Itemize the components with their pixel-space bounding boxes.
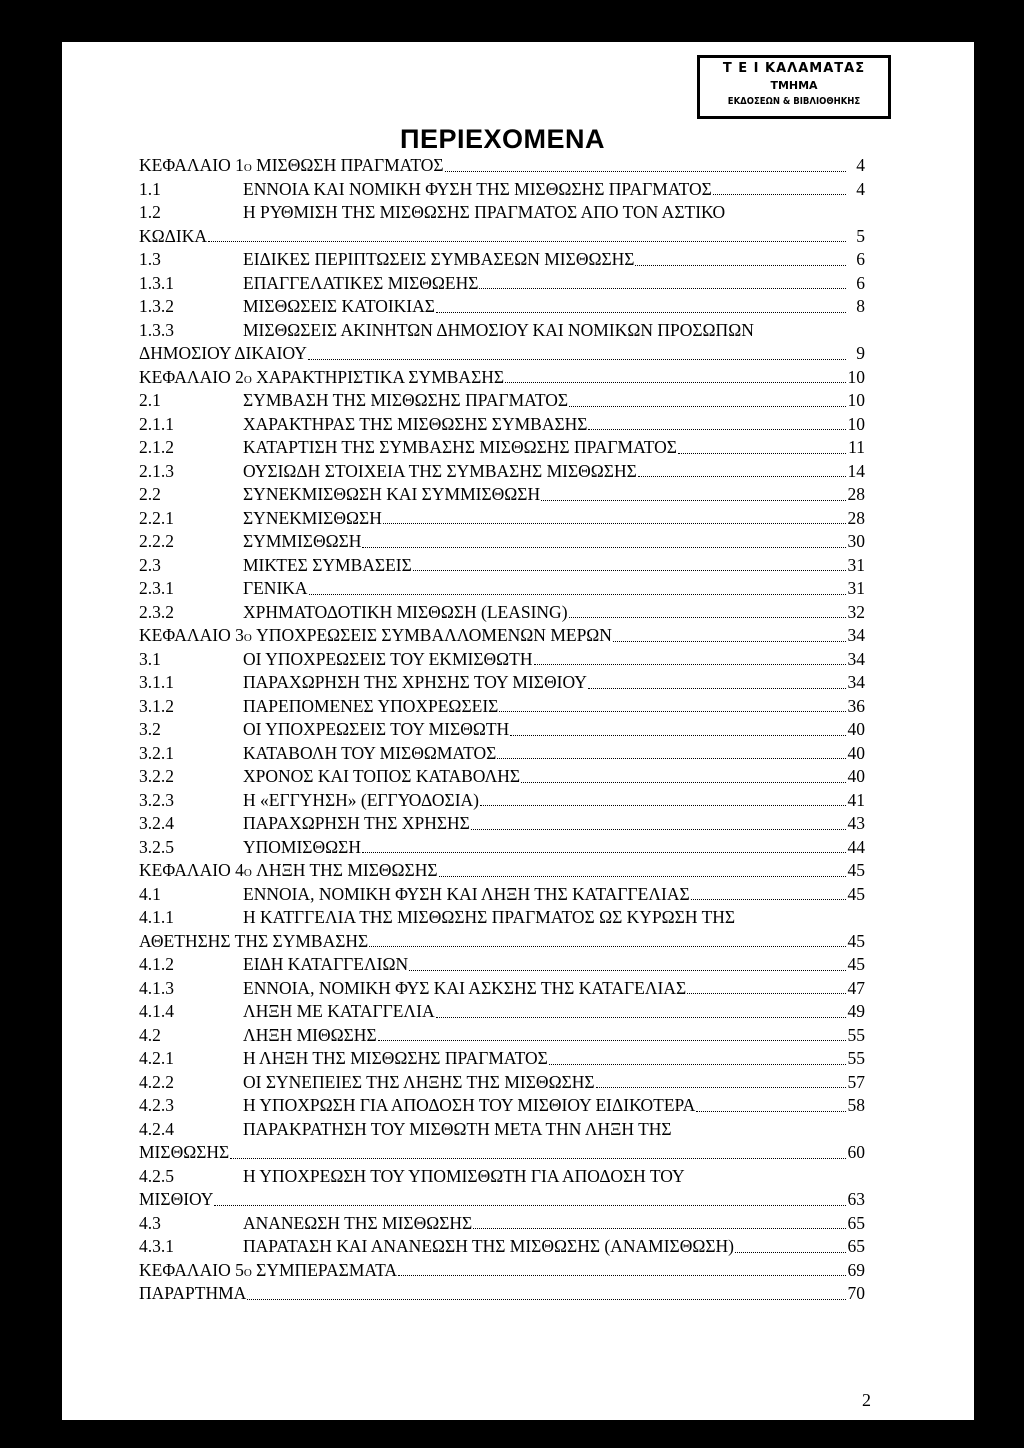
toc-page-number: 8 (856, 296, 865, 316)
toc-page-number: 55 (847, 1024, 865, 1045)
toc-entry-number: 2.2.1 (139, 507, 174, 528)
toc-entry-number: 2.1.1 (139, 413, 174, 434)
toc-entry-title: ΜΙΣΘΩΣΗ ΠΡΑΓΜΑΤΟΣ (256, 155, 444, 175)
toc-leader-dots (713, 193, 846, 195)
toc-leader-dots (569, 405, 846, 407)
toc-row[interactable] (139, 953, 865, 977)
toc-page-number: 4 (856, 155, 865, 175)
toc-page-number: 32 (847, 601, 865, 622)
toc-page-number: 6 (856, 272, 865, 293)
toc-entry-number: 1.3 (139, 249, 161, 269)
toc-entry-title: ΕΝΝΟΙΑ ΚΑΙ ΝΟΜΙΚΗ ΦΥΣΗ ΤΗΣ ΜΙΣΘΩΣΗΣ ΠΡΑΓΜΑΤΟΣ (243, 178, 712, 199)
toc-page-number: 14 (847, 460, 865, 481)
toc-chapter-row[interactable]: ΚΕΦΑΛΑΙΟ 4 Ο ΛΗΞΗ ΤΗΣ ΜΙΣΘΩΣΗΣ 45 (139, 859, 865, 883)
toc-entry-title: Η ΥΠΟΧΡΕΩΣΗ ΤΟΥ ΥΠΟΜΙΣΘΩΤΗ ΓΙΑ ΑΠΟΔΟΣΗ ΤΟΥ (243, 1165, 685, 1186)
toc-leader-dots (687, 992, 846, 994)
toc-entry-number: 3.2.5 (139, 836, 174, 857)
toc-page-number: 28 (847, 507, 865, 528)
toc-leader-dots (473, 1227, 846, 1229)
toc-entry-number: 3.2.4 (139, 813, 174, 833)
toc-entry-number: ΚΕΦΑΛΑΙΟ 4 (139, 860, 244, 880)
toc-entry-title: ΜΙΣΘΙΟΥ (139, 1189, 214, 1209)
toc-row[interactable] (139, 178, 865, 202)
toc-leader-dots (409, 969, 846, 971)
toc-entry-title: ΛΗΞΗ ΜΙΘΩΣΗΣ (243, 1024, 377, 1045)
toc-entry-number: 4.2.1 (139, 1048, 174, 1068)
toc-page-number: 9 (856, 343, 865, 363)
toc-entry-number: 2.1 (139, 390, 161, 410)
toc-page-number: 65 (847, 1212, 865, 1233)
toc-page-number: 45 (847, 930, 865, 951)
toc-row[interactable] (139, 1047, 865, 1071)
toc-page-number: 31 (847, 578, 865, 598)
toc-page-number: 55 (847, 1048, 865, 1068)
toc-page-number: 30 (847, 531, 865, 551)
scan-border-right (974, 0, 1024, 1448)
toc-entry-title: ΣΥΜΒΑΣΗ ΤΗΣ ΜΙΣΘΩΣΗΣ ΠΡΑΓΜΑΤΟΣ (243, 390, 569, 410)
toc-entry-number: 3.2.2 (139, 766, 174, 786)
toc-page-number: 34 (847, 672, 865, 692)
library-stamp (697, 55, 891, 119)
toc-entry-number: 2.1.3 (139, 460, 174, 481)
toc-page-number: 36 (847, 695, 865, 716)
toc-row[interactable] (139, 413, 865, 437)
toc-entry-number: ΚΕΦΑΛΑΙΟ 3 (139, 625, 244, 645)
toc-page-number: 28 (847, 484, 865, 504)
toc-leader-dots (309, 593, 846, 595)
toc-entry-number: 2.3 (139, 554, 161, 575)
scan-border-top (0, 0, 1024, 42)
toc-page-number: 47 (847, 977, 865, 998)
toc-leader-dots (308, 358, 846, 360)
toc-page-number: 10 (847, 413, 865, 434)
toc-page-number: 31 (847, 554, 865, 575)
toc-leader-dots (588, 428, 846, 430)
toc-row[interactable] (139, 436, 865, 460)
toc-entry-title: ΜΙΣΘΩΣΕΙΣ ΚΑΤΟΙΚΙΑΣ (243, 296, 435, 316)
toc-entry-title: ΧΑΡΑΚΤΗΡΑΣ ΤΗΣ ΜΙΣΘΩΣΗΣ ΣΥΜΒΑΣΗΣ (243, 413, 588, 434)
toc-row[interactable] (139, 460, 865, 484)
toc-entry-number: 4.2 (139, 1024, 161, 1045)
toc-row[interactable] (139, 225, 865, 249)
toc-row[interactable] (139, 530, 865, 554)
toc-entry-number: 1.3.3 (139, 319, 174, 340)
toc-entry-title: ΓΕΝΙΚΑ (243, 578, 308, 598)
toc-leader-dots (479, 287, 846, 289)
toc-entry-number: ΚΕΦΑΛΑΙΟ 2 (139, 366, 244, 387)
toc-entry-number: 1.2 (139, 202, 161, 222)
toc-entry-title: ΜΙΣΘΩΣΗΣ (139, 1142, 230, 1162)
toc-entry-number: ΚΕΦΑΛΑΙΟ 5 (139, 1259, 244, 1280)
toc-row[interactable] (139, 812, 865, 836)
toc-leader-dots (549, 1063, 846, 1065)
toc-leader-dots (635, 264, 846, 266)
toc-entry-title: ΟΥΣΙΩΔΗ ΣΤΟΙΧΕΙΑ ΤΗΣ ΣΥΜΒΑΣΗΣ ΜΙΣΘΩΣΗΣ (243, 460, 637, 481)
toc-entry-number: 4.2.3 (139, 1095, 174, 1115)
toc-leader-dots (510, 734, 846, 736)
toc-row[interactable] (139, 1282, 865, 1306)
toc-entry-title: ΧΡΗΜΑΤΟΔΟΤΙΚΗ ΜΙΣΘΩΣΗ (LEASING) (243, 601, 568, 622)
toc-entry-title: ΑΝΑΝΕΩΣΗ ΤΗΣ ΜΙΣΘΩΣΗΣ (243, 1212, 473, 1233)
toc-page-number: 44 (847, 836, 865, 857)
toc-row[interactable] (139, 930, 865, 954)
toc-leader-dots (247, 1298, 846, 1300)
toc-entry-number: 2.2.2 (139, 531, 174, 551)
stamp-line-2: ΤΜΗΜΑ (770, 79, 818, 92)
stamp-line-1: Τ Ε Ι ΚΑΛΑΜΑΤΑΣ (722, 61, 866, 76)
toc-row[interactable] (139, 389, 865, 413)
toc-entry-title: ΣΥΜΜΙΣΘΩΣΗ (243, 531, 362, 551)
toc-entry-title: ΧΡΟΝΟΣ ΚΑΙ ΤΟΠΟΣ ΚΑΤΑΒΟΛΗΣ (243, 766, 521, 786)
toc-row[interactable] (139, 1235, 865, 1259)
scan-border-bottom (0, 1420, 1024, 1448)
toc-entry-number: 3.1 (139, 648, 161, 669)
toc-entry-number: 2.3.2 (139, 601, 174, 622)
toc-page-number: 40 (847, 719, 865, 739)
toc-entry-title: Η ΛΗΞΗ ΤΗΣ ΜΙΣΘΩΣΗΣ ΠΡΑΓΜΑΤΟΣ (243, 1048, 548, 1068)
toc-page-number: 57 (847, 1071, 865, 1092)
toc-entry-number: 3.1.2 (139, 695, 174, 716)
toc-entry-title: ΠΑΡΑΤΑΣΗ ΚΑΙ ΑΝΑΝΕΩΣΗ ΤΗΣ ΜΙΣΘΩΣΗΣ (ΑΝΑΜΙΣΘΩΣΗ) (243, 1236, 734, 1256)
toc-entry-title: Η ΡΥΘΜΙΣΗ ΤΗΣ ΜΙΣΘΩΣΗΣ ΠΡΑΓΜΑΤΟΣ ΑΠΟ ΤΟΝ ΑΣΤΙΚΟ (243, 202, 726, 222)
toc-row[interactable] (139, 1071, 865, 1095)
stamp-line-3: ΕΚΔΟΣΕΩΝ & ΒΙΒΛΙΟΘΗΚΗΣ (727, 96, 861, 107)
toc-page-number: 34 (847, 648, 865, 669)
toc-entry-number: 1.3.2 (139, 296, 174, 316)
toc-row[interactable] (139, 742, 865, 766)
toc-entry-title: ΜΙΣΘΩΣΕΙΣ ΑΚΙΝΗΤΩΝ ΔΗΜΟΣΙΟΥ ΚΑΙ ΝΟΜΙΚΩΝ ΠΡΟΣΩΠΩΝ (243, 319, 754, 340)
toc-chapter-row[interactable]: ΚΕΦΑΛΑΙΟ 5 Ο ΣΥΜΠΕΡΑΣΜΑΤΑ 69 (139, 1259, 865, 1283)
toc-row[interactable] (139, 836, 865, 860)
toc-chapter-row[interactable]: ΚΕΦΑΛΑΙΟ 2 Ο ΧΑΡΑΚΤΗΡΙΣΤΙΚΑ ΣΥΜΒΑΣΗΣ 10 (139, 366, 865, 390)
toc-entry-title: ΥΠΟΧΡΕΩΣΕΙΣ ΣΥΜΒΑΛΛΟΜΕΝΩΝ ΜΕΡΩΝ (256, 625, 612, 645)
toc-entry-number: 3.2.3 (139, 789, 174, 810)
toc-leader-dots (214, 1204, 846, 1206)
scan-border-left (0, 0, 62, 1448)
toc-page-number: 58 (847, 1095, 865, 1115)
toc-leader-dots (208, 240, 846, 242)
toc-row[interactable] (139, 718, 865, 742)
toc-entry-number: 4.1.1 (139, 907, 174, 927)
toc-page-number: 34 (847, 625, 865, 645)
toc-entry-title: ΛΗΞΗ ΜΕ ΚΑΤΑΓΓΕΛΙΑ (243, 1001, 435, 1021)
toc-page-number: 41 (847, 789, 865, 810)
toc-row[interactable] (139, 765, 865, 789)
toc-leader-dots (678, 452, 846, 454)
toc-leader-dots (230, 1157, 846, 1159)
toc-row[interactable] (139, 883, 865, 907)
toc-leader-dots (362, 851, 846, 853)
toc-page-number: 49 (847, 1001, 865, 1021)
toc-leader-dots (735, 1251, 846, 1253)
toc-entry-title: ΧΑΡΑΚΤΗΡΙΣΤΙΚΑ ΣΥΜΒΑΣΗΣ (256, 366, 505, 387)
toc-entry-number: 4.1 (139, 883, 161, 904)
toc-entry-number: 3.2.1 (139, 742, 174, 763)
toc-page-number: 45 (847, 860, 865, 880)
toc-chapter-row[interactable]: ΚΕΦΑΛΑΙΟ 3 Ο ΥΠΟΧΡΕΩΣΕΙΣ ΣΥΜΒΑΛΛΟΜΕΝΩΝ ΜΕΡΩΝ 34 (139, 624, 865, 648)
toc-entry-number: 2.2 (139, 484, 161, 504)
toc-leader-dots (471, 828, 846, 830)
toc-page-number: 69 (847, 1259, 865, 1280)
toc-row[interactable] (139, 248, 865, 272)
toc-entry-title: ΕΝΝΟΙΑ, ΝΟΜΙΚΗ ΦΥΣ ΚΑΙ ΑΣΚΣΗΣ ΤΗΣ ΚΑΤΑΓΕΛΙΑΣ (243, 977, 687, 998)
toc-leader-dots (521, 781, 846, 783)
toc-leader-dots (436, 311, 846, 313)
toc-entry-title: ΟΙ ΥΠΟΧΡΕΩΣΕΙΣ ΤΟΥ ΕΚΜΙΣΘΩΤΗ (243, 648, 533, 669)
toc-leader-dots (613, 640, 846, 642)
toc-entry-title: ΠΑΡΑΡΤΗΜΑ (139, 1283, 247, 1303)
toc-entry-title: ΜΙΚΤΕΣ ΣΥΜΒΑΣΕΙΣ (243, 554, 412, 575)
toc-page-number: 10 (847, 366, 865, 387)
toc-entry-number: 4.1.2 (139, 954, 174, 974)
toc-leader-dots (499, 710, 846, 712)
toc-entry-title: ΕΙΔΙΚΕΣ ΠΕΡΙΠΤΩΣΕΙΣ ΣΥΜΒΑΣΕΩΝ ΜΙΣΘΩΣΗΣ (243, 249, 635, 269)
toc-page-number: 10 (847, 390, 865, 410)
toc-leader-dots (497, 757, 846, 759)
toc-leader-dots (569, 616, 846, 618)
toc-leader-dots (696, 1110, 846, 1112)
toc-entry-title: Η ΥΠΟΧΡΩΣΗ ΓΙΑ ΑΠΟΔΟΣΗ ΤΟΥ ΜΙΣΘΙΟΥ ΕΙΔΙΚΟΤΕΡΑ (243, 1095, 696, 1115)
toc-row[interactable] (139, 695, 865, 719)
toc-row[interactable] (139, 1188, 865, 1212)
toc-entry-number: 2.1.2 (139, 437, 174, 457)
toc-leader-dots (436, 1016, 846, 1018)
toc-entry-title: ΠΑΡΑΚΡΑΤΗΣΗ ΤΟΥ ΜΙΣΘΩΤΗ ΜΕΤΑ ΤΗΝ ΛΗΞΗ ΤΗΣ (243, 1118, 672, 1139)
toc-leader-dots (505, 381, 846, 383)
toc-row[interactable] (139, 1118, 865, 1142)
toc-page-number: 5 (856, 225, 865, 246)
toc-entry-number: 4.1.4 (139, 1001, 174, 1021)
toc-row[interactable] (139, 671, 865, 695)
toc-row[interactable] (139, 201, 865, 225)
toc-entry-title: ΕΙΔΗ ΚΑΤΑΓΓΕΛΙΩΝ (243, 954, 409, 974)
toc-leader-dots (445, 170, 846, 172)
toc-entry-title: ΠΑΡΑΧΩΡΗΣΗ ΤΗΣ ΧΡΗΣΗΣ ΤΟΥ ΜΙΣΘΙΟΥ (243, 672, 587, 692)
table-of-contents (139, 154, 865, 1306)
toc-row[interactable] (139, 1212, 865, 1236)
toc-row[interactable] (139, 272, 865, 296)
toc-page-number: 43 (847, 813, 865, 833)
toc-entry-title: ΠΑΡΕΠΟΜΕΝΕΣ ΥΠΟΧΡΕΩΣΕΙΣ (243, 695, 499, 716)
toc-row[interactable] (139, 342, 865, 366)
toc-row[interactable] (139, 648, 865, 672)
toc-entry-title: ΚΩΔΙΚΑ (139, 225, 208, 246)
toc-chapter-row[interactable]: ΚΕΦΑΛΑΙΟ 1 Ο ΜΙΣΘΩΣΗ ΠΡΑΓΜΑΤΟΣ 4 (139, 154, 865, 178)
page-number: 2 (862, 1390, 871, 1410)
toc-row[interactable] (139, 295, 865, 319)
toc-leader-dots (439, 875, 846, 877)
toc-entry-title: ΣΥΜΠΕΡΑΣΜΑΤΑ (256, 1259, 398, 1280)
toc-entry-title: ΛΗΞΗ ΤΗΣ ΜΙΣΘΩΣΗΣ (256, 860, 438, 880)
toc-entry-title: ΠΑΡΑΧΩΡΗΣΗ ΤΗΣ ΧΡΗΣΗΣ (243, 813, 470, 833)
toc-page-number: 45 (847, 954, 865, 974)
toc-row[interactable] (139, 601, 865, 625)
toc-row[interactable] (139, 507, 865, 531)
toc-entry-title: ΣΥΝΕΚΜΙΣΘΩΣΗ (243, 507, 382, 528)
toc-entry-title: ΣΥΝΕΚΜΙΣΘΩΣΗ ΚΑΙ ΣΥΜΜΙΣΘΩΣΗ (243, 484, 541, 504)
toc-row[interactable] (139, 789, 865, 813)
toc-page-number: 11 (848, 437, 865, 457)
toc-entry-number: 1.1 (139, 178, 161, 199)
toc-entry-title: ΚΑΤΑΡΤΙΣΗ ΤΗΣ ΣΥΜΒΑΣΗΣ ΜΙΣΘΩΣΗΣ ΠΡΑΓΜΑΤΟΣ (243, 437, 677, 457)
toc-entry-title: ΥΠΟΜΙΣΘΩΣΗ (243, 836, 361, 857)
toc-leader-dots (398, 1274, 846, 1276)
toc-page-number: 60 (847, 1142, 865, 1162)
toc-page-number: 4 (856, 178, 865, 199)
toc-page-number: 40 (847, 766, 865, 786)
toc-entry-title: ΟΙ ΥΠΟΧΡΕΩΣΕΙΣ ΤΟΥ ΜΙΣΘΩΤΗ (243, 719, 510, 739)
toc-page-number: 40 (847, 742, 865, 763)
toc-page-number: 65 (847, 1236, 865, 1256)
toc-entry-number: 4.3 (139, 1212, 161, 1233)
toc-leader-dots (362, 546, 846, 548)
toc-leader-dots (369, 945, 846, 947)
toc-entry-number: 4.2.2 (139, 1071, 174, 1092)
toc-entry-title: ΑΘΕΤΗΣΗΣ ΤΗΣ ΣΥΜΒΑΣΗΣ (139, 930, 369, 951)
toc-entry-title: ΕΝΝΟΙΑ, ΝΟΜΙΚΗ ΦΥΣΗ ΚΑΙ ΛΗΞΗ ΤΗΣ ΚΑΤΑΓΓΕΛΙΑΣ (243, 883, 690, 904)
toc-entry-title: ΕΠΑΓΓΕΛΑΤΙΚΕΣ ΜΙΣΘΩΕΗΣ (243, 272, 479, 293)
toc-row[interactable] (139, 906, 865, 930)
toc-page-number: 63 (847, 1189, 865, 1209)
toc-page-number: 45 (847, 883, 865, 904)
toc-leader-dots (480, 804, 846, 806)
toc-row[interactable] (139, 977, 865, 1001)
toc-entry-number: 4.1.3 (139, 977, 174, 998)
toc-row[interactable] (139, 577, 865, 601)
toc-entry-title: Η «ΕΓΓΥΗΣΗ» (ΕΓΓΥΟΔΟΣΙΑ) (243, 789, 480, 810)
toc-entry-title: Η ΚΑΤΓΓΕΛΙΑ ΤΗΣ ΜΙΣΘΩΣΗΣ ΠΡΑΓΜΑΤΟΣ ΩΣ ΚΥΡΩΣΗ ΤΗΣ (243, 907, 736, 927)
toc-entry-number: 4.2.4 (139, 1118, 174, 1139)
toc-entry-number: 4.3.1 (139, 1236, 174, 1256)
toc-row[interactable] (139, 1024, 865, 1048)
toc-entry-title: ΟΙ ΣΥΝΕΠΕΙΕΣ ΤΗΣ ΛΗΞΗΣ ΤΗΣ ΜΙΣΘΩΣΗΣ (243, 1071, 595, 1092)
toc-row[interactable] (139, 1000, 865, 1024)
toc-row[interactable] (139, 1141, 865, 1165)
toc-row[interactable] (139, 1165, 865, 1189)
toc-page-number: 70 (847, 1283, 865, 1303)
toc-leader-dots (541, 499, 846, 501)
toc-entry-title: ΔΗΜΟΣΙΟΥ ΔΙΚΑΙΟΥ (139, 343, 307, 363)
toc-entry-number: 4.2.5 (139, 1165, 174, 1186)
toc-leader-dots (588, 687, 846, 689)
toc-entry-number: 3.1.1 (139, 672, 174, 692)
toc-leader-dots (413, 569, 846, 571)
toc-row[interactable] (139, 554, 865, 578)
toc-row[interactable] (139, 483, 865, 507)
toc-entry-number: ΚΕΦΑΛΑΙΟ 1 (139, 155, 244, 175)
toc-leader-dots (691, 898, 846, 900)
toc-row[interactable] (139, 1094, 865, 1118)
toc-entry-number: 3.2 (139, 719, 161, 739)
toc-leader-dots (534, 663, 847, 665)
toc-entry-number: 2.3.1 (139, 578, 174, 598)
toc-leader-dots (638, 475, 846, 477)
toc-entry-title: ΚΑΤΑΒΟΛΗ ΤΟΥ ΜΙΣΘΩΜΑΤΟΣ (243, 742, 497, 763)
toc-leader-dots (596, 1086, 846, 1088)
page-title: ΠΕΡΙΕΧΟΜΕΝΑ (400, 124, 606, 154)
toc-row[interactable] (139, 319, 865, 343)
toc-leader-dots (383, 522, 846, 524)
toc-entry-number: 1.3.1 (139, 272, 174, 293)
toc-leader-dots (378, 1039, 846, 1041)
toc-page-number: 6 (856, 249, 865, 269)
